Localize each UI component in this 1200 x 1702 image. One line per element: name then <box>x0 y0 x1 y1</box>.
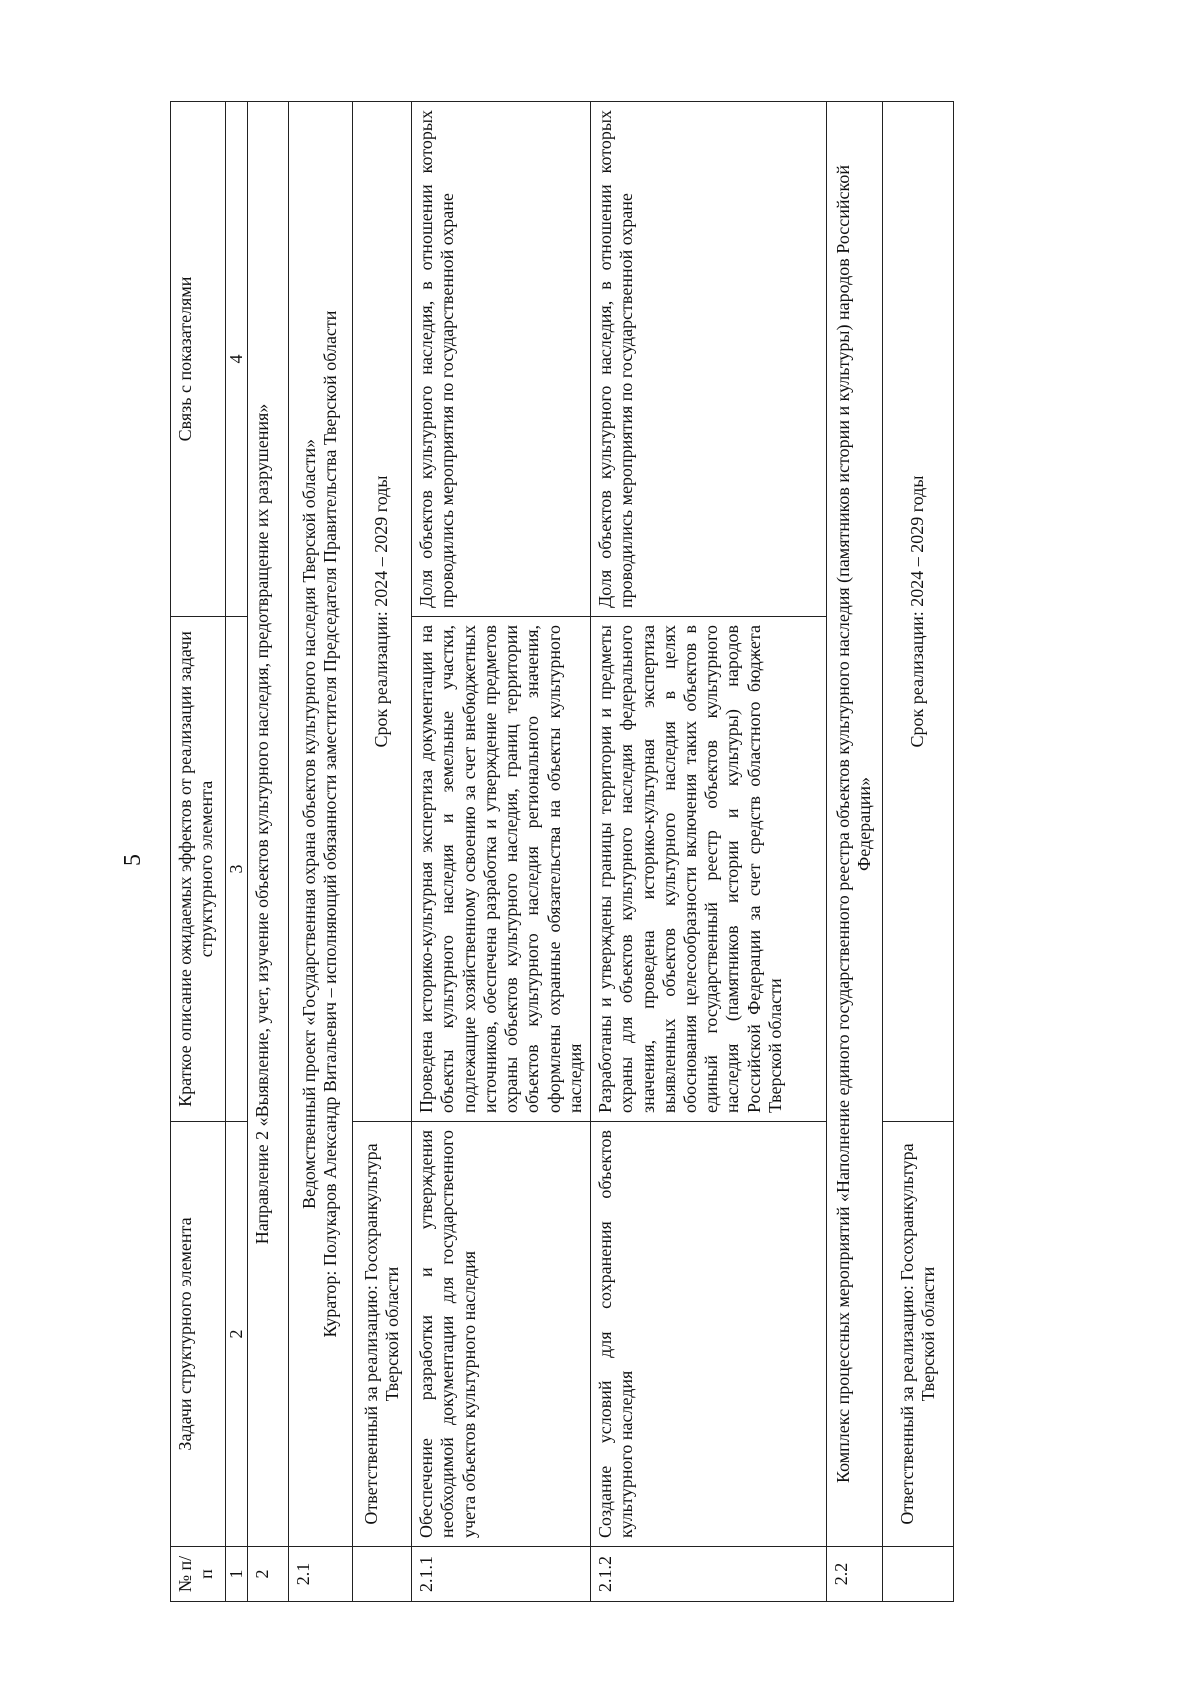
project-title: Ведомственный проект «Государственная охрана объектов культурного наследия Тверской области» <box>299 439 320 1209</box>
complex-term: Срок реализации: 2024 – 2029 годы <box>882 102 953 1122</box>
col-number-1: 1 <box>226 1547 248 1602</box>
project-term: Срок реализации: 2024 – 2029 годы <box>352 102 411 1122</box>
col-number-2: 2 <box>226 1122 248 1547</box>
header-row <box>171 102 226 1602</box>
structural-element-table <box>170 101 954 1602</box>
project-row <box>289 102 352 1602</box>
complex-responsible: Ответственный за реализацию: Госохранкультура Тверской области <box>882 1122 953 1547</box>
project-responsible: Ответственный за реализацию: Госохранкультура Тверской области <box>352 1122 411 1547</box>
project-header <box>289 102 352 1547</box>
direction-row <box>248 102 289 1602</box>
task-row <box>591 102 827 1602</box>
task-description: Создание условий для сохранения объектов культурного наследия <box>591 1122 827 1547</box>
project-curator: Куратор: Полукаров Александр Витальевич – исполняющий обязанности заместителя Председателя Правительства Тверской области <box>320 310 341 1338</box>
complex-title: Комплекс процессных мероприятий «Наполнение единого государственного реестра объектов культурного наследия (памятников истории и культуры) народов Российской Федерации» <box>827 102 882 1547</box>
task-effect: Разработаны и утверждены границы территории и предметы охраны для объектов культурного наследия федерального значения, проведена историко-культурная экспертиза выявленных объектов культурного наследия в целях обоснования целесообразности включения таких объектов в единый государственный реестр объектов культурного наследия (памятников истории и культуры) народов Российской Федерации за счет средств областного бюджета Тверской области <box>591 617 827 1122</box>
header-num: № п/п <box>171 1547 226 1602</box>
direction-num: 2 <box>248 1547 289 1602</box>
direction-title: Направление 2 «Выявление, учет, изучение объектов культурного наследия, предотвращение их разрушения» <box>248 102 289 1547</box>
task-effect: Проведена историко-культурная экспертиза документации на объекты культурного наследия и земельные участки, подлежащие хозяйственному освоению за счет внебюджетных источников, обеспечена разработка и утверждение предметов охраны объектов культурного наследия, границ территории объектов культурного наследия регионального значения, оформлены охранные обязательства на объекты культурного наследия <box>412 617 591 1122</box>
project-num: 2.1 <box>289 1547 352 1602</box>
task-indicator-link: Доля объектов культурного наследия, в отношении которых проводились мероприятия по государственной охране <box>591 102 827 617</box>
empty-cell <box>352 1547 411 1602</box>
header-effects: Краткое описание ожидаемых эффектов от реализации задачи структурного элемента <box>171 617 226 1122</box>
complex-responsible-row <box>882 102 953 1602</box>
task-description: Обеспечение разработки и утверждения необходимой документации для государственного учета объектов культурного наследия <box>412 1122 591 1547</box>
col-number-4: 4 <box>226 102 248 617</box>
task-num: 2.1.1 <box>412 1547 591 1602</box>
page-number: 5 <box>120 854 146 866</box>
complex-row <box>827 102 882 1602</box>
rotated-table-sheet <box>170 102 1200 1602</box>
project-responsible-row <box>352 102 411 1602</box>
complex-num: 2.2 <box>827 1547 882 1602</box>
col-number-3: 3 <box>226 617 248 1122</box>
column-number-row <box>226 102 248 1602</box>
task-indicator-link: Доля объектов культурного наследия, в отношении которых проводились мероприятия по государственной охране <box>412 102 591 617</box>
empty-cell <box>882 1547 953 1602</box>
task-row <box>412 102 591 1602</box>
task-num: 2.1.2 <box>591 1547 827 1602</box>
header-tasks: Задачи структурного элемента <box>171 1122 226 1547</box>
header-link: Связь с показателями <box>171 102 226 617</box>
